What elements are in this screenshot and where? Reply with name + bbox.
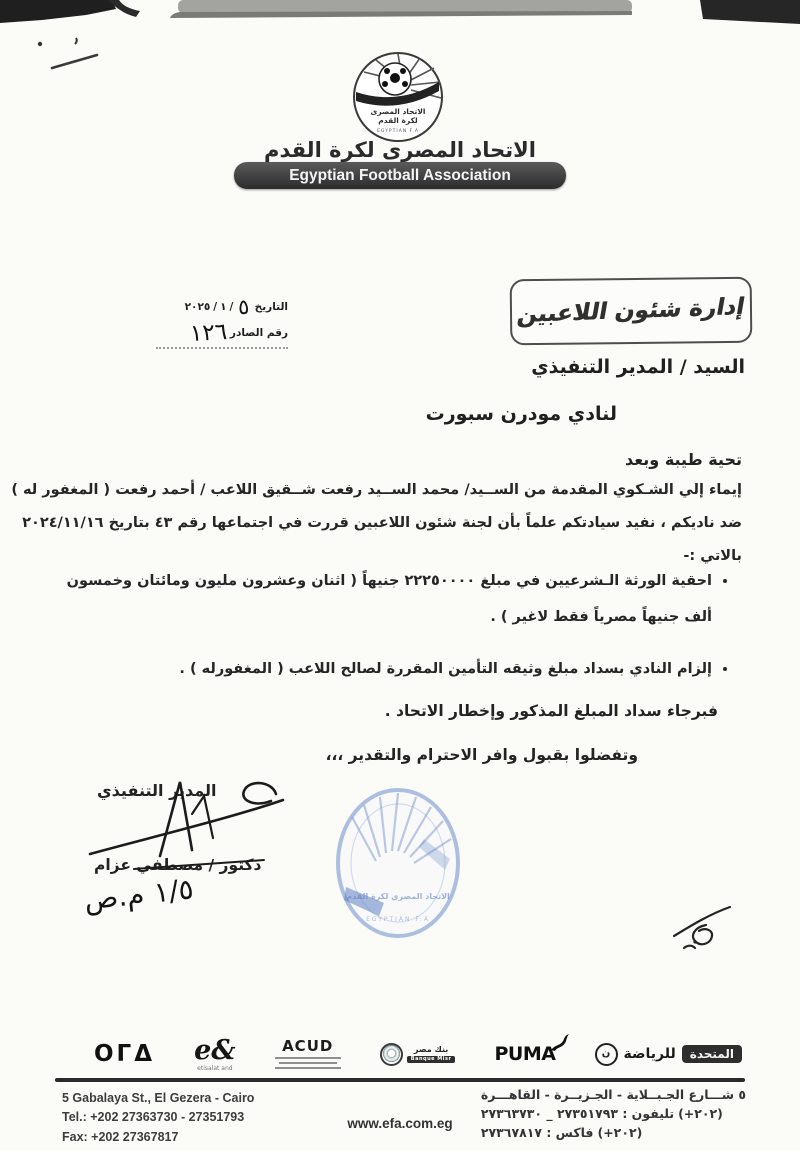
united-sports-word: للرياضة xyxy=(623,1046,676,1062)
department-stamp xyxy=(510,277,753,346)
fax-ar: فاكس : ٢٧٣٦٧٨١٧ xyxy=(480,1124,594,1140)
decision-item-amount: • احقية الورثة الـشرعيين في مبلغ ٢٢٢٥٠٠٠٠ جنيهاً ( اثنان وعشرون مليون ومائتان وخمسون ألف جنيهاً مصرياً فقط لاغير ) . xyxy=(62,563,712,635)
reference-block xyxy=(156,294,288,349)
serial-label: رقم الصادر xyxy=(229,327,288,339)
ora-logo xyxy=(94,1040,156,1067)
acud-wordmark: ACUD xyxy=(282,1037,334,1055)
greeting: تحية طيبة وبعد xyxy=(625,450,742,469)
efa-round-stamp xyxy=(328,783,468,943)
signature-scribble xyxy=(76,770,316,875)
banque-misr-rosette-icon xyxy=(380,1043,403,1066)
date-month: ١ xyxy=(220,301,227,313)
recipient-club: لنادي مودرن سبورت xyxy=(425,403,617,425)
date-year: ٢٠٢٥ xyxy=(184,301,211,313)
payment-request-line: فبرجاء سداد المبلغ المذكور وإخطار الاتحاد . xyxy=(384,702,718,720)
on-sport-circle-icon: ن xyxy=(595,1043,618,1066)
date-row xyxy=(156,294,288,320)
date-slash-1: / xyxy=(213,301,218,313)
etisalat-wordmark: e& xyxy=(194,1034,236,1066)
signatory-name: دكتور / مصطفي عزام xyxy=(94,856,262,874)
fax-en: Fax: +202 27367817 xyxy=(62,1129,179,1144)
recipient-title: السيد / المدير التنفيذي xyxy=(531,356,745,378)
svg-text:EGYPTIAN F.A: EGYPTIAN F.A xyxy=(366,916,430,923)
date-slash-2: / xyxy=(229,301,234,313)
svg-text:EGYPTIAN F.A: EGYPTIAN F.A xyxy=(377,129,419,134)
fax-ar-row xyxy=(481,1124,746,1143)
acud-subline-2 xyxy=(279,1062,337,1065)
efa-logo-icon xyxy=(346,50,450,146)
tel-ar-row xyxy=(481,1105,746,1124)
banque-misr-english: Banque Misr xyxy=(407,1056,456,1063)
svg-text:الاتحاد المصرى: الاتحاد المصرى xyxy=(370,107,426,116)
united-box-wordmark: المتحدة xyxy=(682,1045,742,1063)
handwritten-initials-mark xyxy=(648,898,748,960)
org-name-english: Egyptian Football Association xyxy=(289,166,511,184)
fax-country-code: (+٢٠٢) xyxy=(597,1124,643,1140)
department-stamp-text: إدارة شئون اللاعبين xyxy=(515,293,747,329)
body-line-3: بالاتي :- xyxy=(683,548,742,564)
body-line-2: ضد ناديكم ، نفيد سيادتكم علماً بأن لجنة شئون اللاعبين قررت في اجتماعها رقم ٤٣ بتاريخ ٢٠٢٤/١١/١٦ xyxy=(22,515,742,531)
footer-address-arabic xyxy=(481,1086,746,1142)
banque-misr-arabic: بنك مصر xyxy=(413,1044,449,1054)
handwritten-note xyxy=(83,872,195,916)
date-day-handwritten: ٥ xyxy=(237,294,251,320)
footer-divider xyxy=(55,1078,745,1082)
acud-logo xyxy=(275,1039,341,1069)
sponsors-row xyxy=(94,1030,742,1078)
org-name-arabic: الاتحاد المصرى لكرة القدم xyxy=(264,138,536,162)
etisalat-subtext: etisalat and xyxy=(197,1064,233,1072)
etisalat-and-logo xyxy=(194,1034,236,1072)
website-url: www.efa.com.eg xyxy=(347,1116,453,1131)
closing-line: وتفضلوا بقبول وافر الاحترام والتقدير ،،، xyxy=(325,746,638,764)
acud-subline-1 xyxy=(275,1057,341,1060)
banque-misr-logo xyxy=(380,1043,456,1066)
decision-list xyxy=(62,563,740,703)
serial-number-handwritten: ١٢٦ xyxy=(189,319,228,347)
puma-wordmark: PUMA xyxy=(494,1042,556,1065)
tel-en: Tel.: +202 27363730 - 27351793 xyxy=(62,1110,245,1125)
address-en: 5 Gabalaya St., El Gezera - Cairo xyxy=(62,1091,255,1105)
ora-wordmark: OΓΔ xyxy=(94,1040,156,1067)
svg-text:الاتحاد المصري لكرة القدم: الاتحاد المصري لكرة القدم xyxy=(346,892,450,901)
puma-logo xyxy=(494,1042,556,1065)
handwritten-initials: م.ص xyxy=(82,877,146,917)
svg-text:لكرة القدم: لكرة القدم xyxy=(378,116,418,125)
body-line-1: إيماء إلي الشـكوي المقدمة من الســيد/ محمد الســيد رفعت شــقيق اللاعب / أحمد رفعت ( المغفور له ) xyxy=(11,482,742,498)
signatory-title: المدير التنفيذي xyxy=(97,781,217,800)
acud-subline-3 xyxy=(275,1067,341,1070)
puma-cat-icon xyxy=(549,1033,571,1051)
body-paragraph xyxy=(11,474,742,573)
tel-ar: تليفون : ٢٧٣٥١٧٩٣ _ ٢٧٣٦٣٧٣٠ xyxy=(480,1105,675,1121)
address-ar: ٥ شـــارع الجـبــلاية - الجـزيــرة - القاهـــرة xyxy=(480,1087,746,1102)
serial-row xyxy=(156,320,288,349)
handwritten-note-date: ١/٥ xyxy=(152,872,196,910)
footer-address-english xyxy=(62,1089,254,1147)
date-label: التاريخ xyxy=(254,301,288,313)
decision-item-insurance: • إلزام النادي بسداد مبلغ وثيقه التأمين المقررة لصالح اللاعب ( المغفورله ) . xyxy=(62,651,712,687)
tel-country-code: (+٢٠٢) xyxy=(678,1105,723,1121)
org-name-english-banner xyxy=(234,162,566,189)
united-sports-logo xyxy=(595,1043,742,1066)
